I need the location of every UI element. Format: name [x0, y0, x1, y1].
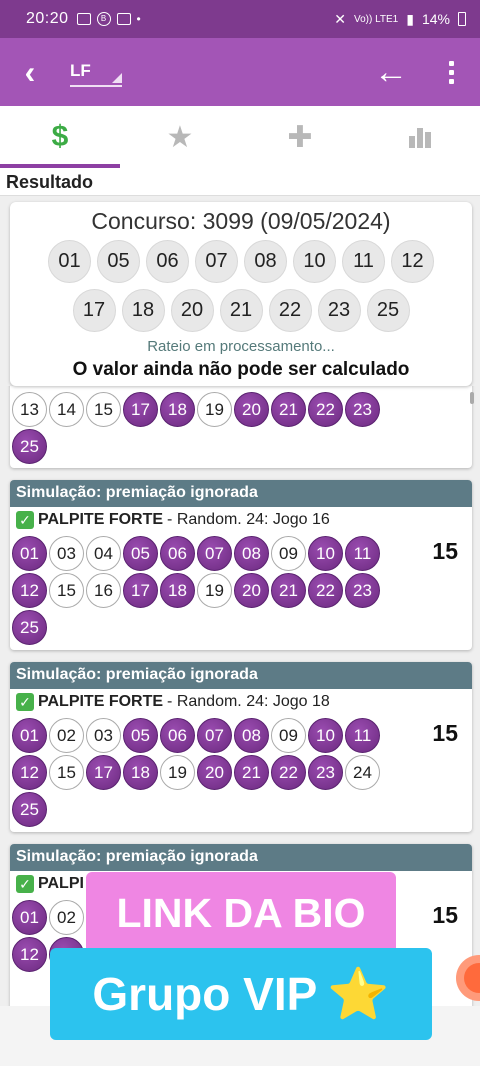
hit-number-ball: 17 [123, 392, 158, 427]
hit-number-ball: 01 [12, 900, 47, 935]
tab-favorites-star-icon[interactable]: ★ [166, 120, 194, 154]
valor-message: O valor ainda não pode ser calculado [72, 359, 410, 380]
b-icon: B [97, 12, 111, 26]
status-time: 20:20 [26, 10, 69, 27]
hit-number-ball: 10 [308, 718, 343, 753]
link-bio-banner[interactable]: LINK DA BIO [86, 872, 396, 954]
hit-number-ball: 25 [12, 610, 47, 645]
bet-detail: - Random. 24: Jogo 18 [167, 693, 330, 710]
back-arrow-icon[interactable]: ← [374, 52, 408, 91]
bet-score: 15 [432, 902, 458, 928]
hit-number-ball: 11 [345, 536, 380, 571]
notification-icons [77, 12, 141, 26]
card-header: Simulação: premiação ignorada [10, 480, 472, 507]
battery-text: 14% [421, 11, 450, 27]
overflow-menu-icon[interactable] [438, 38, 464, 106]
result-number-ball: 06 [146, 240, 189, 283]
hit-number-ball: 20 [197, 755, 232, 790]
result-number-ball: 21 [220, 289, 263, 332]
result-number-ball: 17 [73, 289, 116, 332]
miss-number-ball: 19 [197, 392, 232, 427]
hit-number-ball: 05 [123, 536, 158, 571]
card-header: Simulação: premiação ignorada [10, 844, 472, 871]
bet-score: 15 [432, 538, 458, 564]
result-number-ball: 12 [391, 240, 434, 283]
miss-number-ball: 19 [197, 573, 232, 608]
signal-icon: ▮ [406, 10, 414, 27]
hit-number-ball: 20 [234, 392, 269, 427]
result-row-1 [10, 240, 472, 283]
hit-number-ball: 23 [345, 392, 380, 427]
hit-number-ball: 18 [160, 392, 195, 427]
mute-icon: ✕ [334, 10, 346, 27]
hit-number-ball: 25 [12, 429, 47, 464]
star-icon: ⭐ [327, 965, 390, 1022]
status-bar [0, 0, 480, 38]
bet-label: PALPITE FORTE [38, 511, 164, 528]
check-icon: ✓ [16, 511, 34, 529]
tab-bar [0, 106, 480, 168]
hit-number-ball: 08 [234, 536, 269, 571]
tab-result-dollar-icon[interactable]: $ [0, 106, 120, 168]
dot-icon: • [136, 12, 141, 26]
hit-number-ball: 21 [271, 392, 306, 427]
result-number-ball: 25 [367, 289, 410, 332]
hit-number-ball: 07 [197, 718, 232, 753]
hit-number-ball: 01 [12, 718, 47, 753]
nav-back-chevron-icon[interactable]: ‹ [24, 53, 36, 90]
hit-number-ball: 21 [271, 573, 306, 608]
bet-score: 15 [432, 720, 458, 746]
hit-number-ball: 18 [123, 755, 158, 790]
result-number-ball: 20 [171, 289, 214, 332]
spinner-triangle-icon [112, 73, 122, 83]
miss-number-ball: 09 [271, 536, 306, 571]
hit-number-ball: 22 [308, 573, 343, 608]
hit-number-ball: 08 [234, 718, 269, 753]
hit-number-ball: 10 [308, 536, 343, 571]
hit-number-ball: 23 [308, 755, 343, 790]
bet-label: PALPI [38, 875, 84, 892]
result-number-ball: 23 [318, 289, 361, 332]
hit-number-ball: 12 [12, 937, 47, 972]
bet-card[interactable] [10, 480, 472, 650]
bet-label: PALPITE FORTE [38, 693, 164, 710]
check-icon: ✓ [16, 875, 34, 893]
hit-number-ball: 06 [160, 536, 195, 571]
miss-number-ball: 03 [49, 536, 84, 571]
miss-number-ball: 14 [49, 392, 84, 427]
bet-balls [12, 536, 392, 645]
bet-balls [12, 718, 392, 827]
miss-number-ball: 24 [345, 755, 380, 790]
result-number-ball: 01 [48, 240, 91, 283]
tab-add-plus-icon[interactable]: ✚ [287, 120, 313, 154]
result-number-ball: 10 [293, 240, 336, 283]
miss-number-ball: 02 [49, 900, 84, 935]
result-number-ball: 22 [269, 289, 312, 332]
hit-number-ball: 18 [160, 573, 195, 608]
card-header: Simulação: premiação ignorada [10, 662, 472, 689]
contest-title: Concurso: 3099 (09/05/2024) [91, 208, 391, 234]
hit-number-ball: 01 [12, 536, 47, 571]
hit-number-ball: 20 [234, 573, 269, 608]
miss-number-ball: 15 [49, 755, 84, 790]
lottery-spinner[interactable] [70, 57, 122, 87]
result-number-ball: 18 [122, 289, 165, 332]
miss-number-ball: 19 [160, 755, 195, 790]
app-bar [0, 38, 480, 106]
hit-number-ball: 11 [345, 718, 380, 753]
miss-number-ball: 16 [86, 573, 121, 608]
spinner-value: LF [70, 61, 91, 80]
bet-card[interactable] [10, 662, 472, 832]
grupo-vip-text: Grupo VIP [92, 968, 318, 1020]
hit-number-ball: 07 [197, 536, 232, 571]
hit-number-ball: 22 [308, 392, 343, 427]
miss-number-ball: 13 [12, 392, 47, 427]
grupo-vip-banner[interactable] [50, 948, 432, 1040]
bet-detail: - Random. 24: Jogo 16 [167, 511, 330, 528]
hit-number-ball: 17 [86, 755, 121, 790]
hit-number-ball: 12 [12, 755, 47, 790]
result-number-ball: 11 [342, 240, 385, 283]
miss-number-ball: 09 [271, 718, 306, 753]
check-icon: ✓ [16, 693, 34, 711]
result-number-ball: 08 [244, 240, 287, 283]
hit-number-ball: 17 [123, 573, 158, 608]
card-sub [10, 689, 472, 715]
hit-number-ball: 05 [123, 718, 158, 753]
bet-card-partial[interactable] [10, 386, 472, 468]
miss-number-ball: 15 [49, 573, 84, 608]
hit-number-ball: 22 [271, 755, 306, 790]
bet-balls [12, 392, 392, 464]
result-card [10, 202, 472, 386]
battery-icon [458, 12, 466, 26]
hit-number-ball: 25 [12, 792, 47, 827]
result-number-ball: 07 [195, 240, 238, 283]
hit-number-ball: 21 [234, 755, 269, 790]
result-row-2 [10, 289, 472, 332]
image-icon [117, 13, 131, 25]
tab-stats-bars-icon[interactable] [360, 106, 480, 168]
hit-number-ball: 06 [160, 718, 195, 753]
result-number-ball: 05 [97, 240, 140, 283]
scrollbar-thumb[interactable] [470, 392, 474, 404]
rateio-status: Rateio em processamento... [147, 338, 335, 355]
section-label: Resultado [0, 168, 480, 196]
miss-number-ball: 15 [86, 392, 121, 427]
card-sub [10, 507, 472, 533]
miss-number-ball: 03 [86, 718, 121, 753]
hit-number-ball: 23 [345, 573, 380, 608]
hit-number-ball: 12 [12, 573, 47, 608]
network-label: Vo)) LTE1 [353, 13, 399, 25]
miss-number-ball: 04 [86, 536, 121, 571]
miss-number-ball: 02 [49, 718, 84, 753]
video-icon [77, 13, 91, 25]
